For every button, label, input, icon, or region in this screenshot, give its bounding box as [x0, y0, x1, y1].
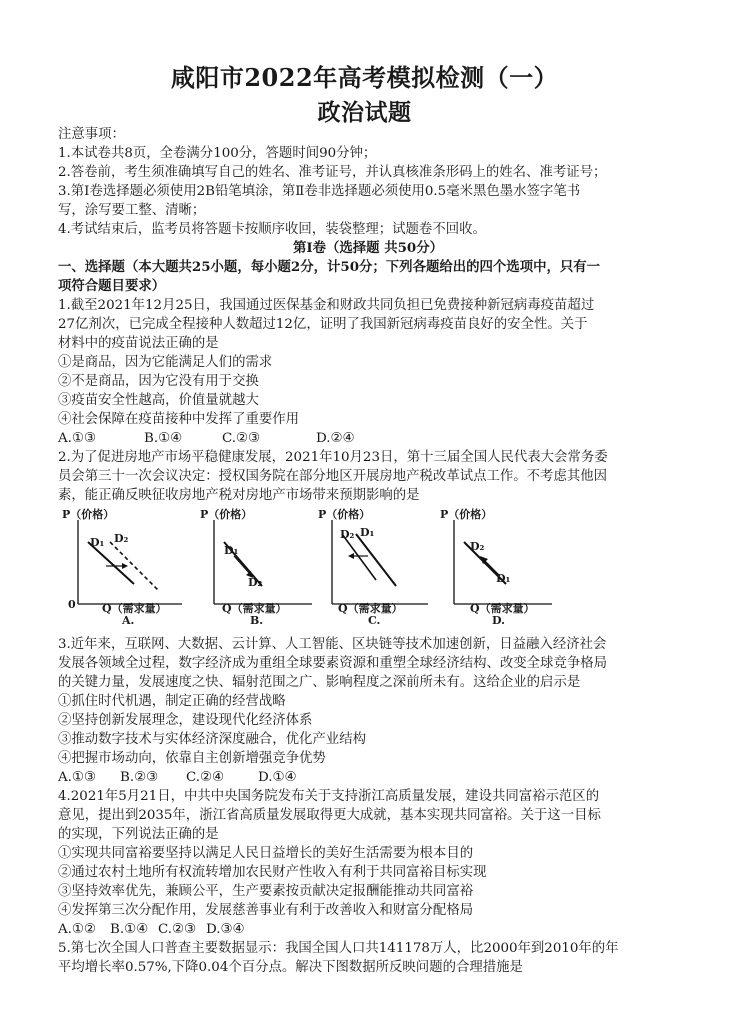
option-b[interactable]: B.①④ — [144, 431, 183, 446]
option-d[interactable]: D.③④ — [206, 922, 245, 937]
option-d[interactable]: D.②④ — [316, 431, 355, 446]
graph-letter: D. — [492, 614, 505, 627]
graph-letter: C. — [368, 614, 381, 627]
question-stem: 发展各领域全过程，数字经济成为重组全球要素资源和重塑全球经济结构、改变全球竞争格局 — [58, 656, 608, 671]
question-item: ④发挥第三次分配作用，发展慈善事业有利于改善收入和财富分配格局 — [58, 903, 474, 918]
notice-line: 2.答卷前，考生须准确填写自己的姓名、准考证号，并认真核准条形码上的姓名、准考证号； — [58, 165, 607, 180]
graph-letter: B. — [250, 614, 264, 627]
section-instruction: 项符合题目要求） — [58, 278, 166, 294]
x-axis-label: Q（需求量） — [102, 602, 167, 615]
curve-label: D₁ — [360, 526, 375, 539]
y-axis-label: P（价格） — [318, 508, 371, 521]
y-axis-label: P（价格） — [200, 508, 253, 521]
option-b[interactable]: B.②③ — [120, 770, 159, 785]
x-axis-label: Q（需求量） — [222, 602, 287, 615]
y-axis-label: P（价格） — [62, 508, 115, 521]
answer-options — [58, 769, 678, 786]
page-title: 咸阳市2022年高考模拟检测（一） — [170, 63, 559, 92]
notice-line: 写，涂写要工整、清晰； — [58, 203, 206, 218]
curve-label: D₁ — [224, 544, 239, 557]
question-item: ②不是商品，因为它没有用于交换 — [58, 374, 259, 389]
question-item: ②坚持创新发展理念，建设现代化经济体系 — [58, 713, 313, 728]
question-stem: 3.近年来，互联网、大数据、云计算、人工智能、区块链等技术加速创新，日益融入经济社会 — [58, 637, 607, 652]
notice-line: 1.本试卷共8页，全卷满分100分，答题时间90分钟； — [58, 146, 377, 161]
notice-line: 3.第Ⅰ卷选择题必须使用2B铅笔填涂，第Ⅱ卷非选择题必须使用0.5毫米黑色墨水签字笔书 — [58, 184, 581, 199]
section-instruction: 一、选择题（本大题共25小题，每小题2分，计50分；下列各题给出的四个选项中，只有一 — [58, 259, 601, 275]
question-item: ②通过农村土地所有权流转增加农民财产性收入有利于共同富裕目标实现 — [58, 865, 487, 880]
graph-b[interactable] — [200, 506, 320, 628]
option-c[interactable]: C.②④ — [186, 770, 225, 785]
option-a[interactable]: A.①③ — [58, 431, 96, 446]
question-item: ④社会保障在疫苗接种中发挥了重要作用 — [58, 412, 300, 427]
notice-heading: 注意事项： — [58, 127, 125, 142]
question-stem: 1.截至2021年12月25日，我国通过医保基金和财政共同负担已免费接种新冠病毒疫苗超过 — [58, 298, 595, 313]
answer-options — [58, 430, 678, 447]
question-item: ③坚持效率优先，兼顾公平，生产要素按贡献决定报酬能推动共同富裕 — [58, 884, 474, 899]
question-stem: 27亿剂次，已完成全程接种人数超过12亿，证明了我国新冠病毒疫苗良好的安全性。关于 — [58, 317, 588, 332]
option-c[interactable]: C.②③ — [158, 922, 197, 937]
question-stem: 素，能正确反映征收房地产税对房地产市场带来预期影响的是 — [58, 488, 420, 503]
question-stem: 4.2021年5月21日，中共中央国务院发布关于支持浙江高质量发展，建设共同富裕示范区的 — [58, 789, 600, 804]
question-item: ①抓住时代机遇，制定正确的经营战略 — [58, 694, 286, 709]
question-stem: 5.第七次全国人口普查主要数据显示：我国全国人口共141178万人，比2000年到2010年的年 — [58, 941, 619, 956]
question-stem: 2.为了促进房地产市场平稳健康发展，2021年10月23日，第十三届全国人民代表大会常务委 — [58, 450, 608, 465]
question-item: ①实现共同富裕要坚持以满足人民日益增长的美好生活需要为根本目的 — [58, 846, 474, 861]
curve-label: D₂ — [114, 532, 129, 545]
curve-label: D₁ — [496, 572, 511, 585]
notice-line: 4.考试结束后，监考员将答题卡按顺序收回，装袋整理；试题卷不回收。 — [58, 222, 486, 237]
x-axis-label: Q（需求量） — [338, 602, 403, 615]
question-stem: 的实现，下列说法正确的是 — [58, 827, 219, 842]
option-c[interactable]: C.②③ — [222, 431, 261, 446]
curve-label: D₁ — [90, 536, 105, 549]
curve-label: D₂ — [470, 540, 485, 553]
question-stem: 意见，提出到2035年，浙江省高质量发展取得更大成就，基本实现共同富裕。关于这一目标 — [58, 808, 601, 823]
origin-label: 0 — [68, 598, 76, 611]
question-item: ③推动数字技术与实体经济深度融合，优化产业结构 — [58, 732, 366, 747]
option-a[interactable]: A.①② — [58, 922, 96, 937]
curve-label: D₂ — [340, 528, 355, 541]
graph-letter: A. — [122, 614, 135, 627]
question-item: ④把握市场动向，依靠自主创新增强竞争优势 — [58, 751, 326, 766]
option-b[interactable]: B.①④ — [110, 922, 149, 937]
question-stem: 员会第三十一次会议决定：授权国务院在部分地区开展房地产税改革试点工作。不考虑其他因 — [58, 469, 608, 484]
curve-label: D₂ — [248, 576, 263, 589]
question-stem: 平均增长率0.57%,下降0.04个百分点。解决下图数据所反映问题的合理措施是 — [58, 960, 523, 975]
graph-c[interactable] — [318, 506, 438, 628]
y-axis-label: P（价格） — [440, 508, 493, 521]
answer-options — [58, 921, 678, 938]
option-a[interactable]: A.①③ — [58, 770, 96, 785]
x-axis-label: Q（需求量） — [470, 602, 535, 615]
section-title: 第Ⅰ卷（选择题 共50分） — [292, 240, 444, 256]
page-subtitle: 政治试题 — [317, 99, 412, 126]
graph-a[interactable] — [62, 506, 192, 628]
move-arrow — [234, 556, 250, 574]
question-stem: 的关键力量，发展速度之快、辐射范围之广、影响程度之深前所未有。这给企业的启示是 — [58, 675, 581, 690]
question-stem: 材料中的疫苗说法正确的是 — [58, 336, 219, 351]
graph-d[interactable] — [440, 506, 560, 628]
option-d[interactable]: D.①④ — [258, 770, 297, 785]
question-item: ③疫苗安全性越高，价值量就越大 — [58, 393, 259, 408]
question-item: ①是商品，因为它能满足人们的需求 — [58, 355, 273, 370]
